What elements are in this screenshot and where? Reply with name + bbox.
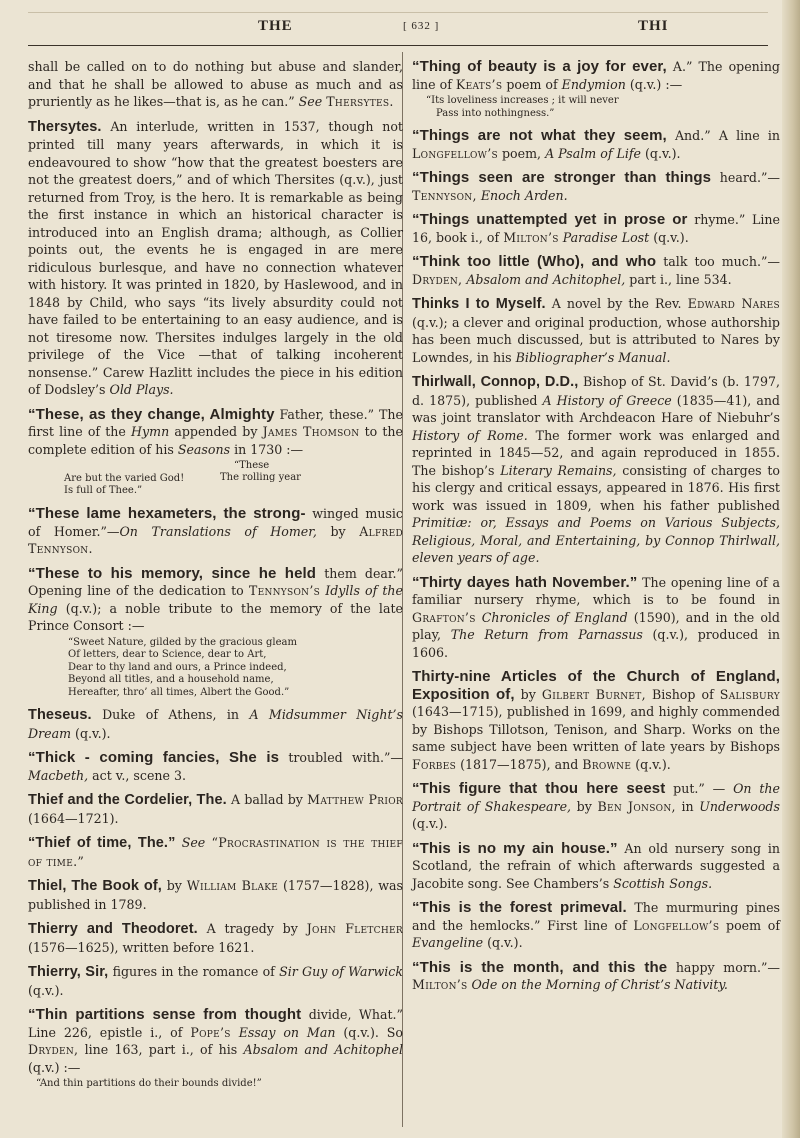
entry-thick-coming: “Thick - coming fancies, She is troubled with.”—Macbeth, act v., scene 3. — [28, 749, 403, 783]
entry-headword: “This figure that thou here seest — [412, 780, 666, 797]
entry-no-my-ain-house: “This is no my ain house.” An old nursery song in Scotland, the refrain of which afterwards suggested a Jacobite song. See Chambers’s Scottish Songs. — [412, 839, 780, 891]
entry-forest-primeval: “This is the forest primeval. The murmuring pines and the hemlocks.” First line of Longfellow’s poem of Evangeline (q.v.). — [412, 899, 781, 950]
entry-thirlwall: Thirlwall, Connop, D.D., Bishop of St. David’s (b. 1797, d. 1875), published A History of Greece (1835—41), and was joint translator with Archdeacon Hare of Niebuhr’s History of Rome. The former work was enlarged and reprinted in 1845—52, and again reproduced in 1855. The bishop’s Literary Remains, consisting of charges to his clergy and critical essays, appeared in 1876. His first work was issued in 1809, when his father published Primitiæ: or, Essays and Poems on Various Subjects, Religious, Moral, and Entertaining, by Connop Thirlwall, eleven years of age. — [412, 374, 781, 565]
entry-think-too-little: “Think too little (Who), and who talk too much.”—Dryden, Absalom and Achitophel, part i., line 534. — [412, 253, 780, 287]
entry-headword: Thief and the Cordelier, The. — [28, 792, 227, 808]
entry-things-unattempted: “Things unattempted yet in prose or rhyme.” Line 16, book i., of Milton’s Paradise Lost (q.v.). — [412, 211, 780, 245]
entry-headword: “Things are not what they seem, — [412, 127, 667, 144]
page-number: [ 632 ] — [403, 20, 440, 32]
entry-thierry-theodoret: Thierry and Theodoret. A tragedy by John Fletcher (1576—1625), written before 1621. — [28, 921, 403, 955]
entry-thin-partitions: “Thin partitions sense from thought divide, What.” Line 226, epistle i., of Pope’s Essay on Man (q.v.). So Dryden, line 163, part i., of his Absalom and Achitophel (q.v.) :— — [28, 1006, 403, 1075]
entry-headword: Thiel, The Book of, — [28, 878, 162, 894]
entry-headword: “Things seen are stronger than things — [412, 169, 712, 186]
entry-headword: “This is no my ain house.” — [412, 839, 618, 857]
entry-continuation: shall be called on to do nothing but abuse and slander, and that he shall be allowed to abuse as much and as pruriently as he likes—that is, as he can.” See Thersytes. — [28, 59, 403, 109]
entry-these-to-his-memory: “These to his memory, since he held them dear.” Opening line of the dedication to Tennyson’s Idylls of the King (q.v.); a noble tribute to the memory of the late Prince Consort :— — [28, 564, 403, 633]
entry-thief-of-time: “Thief of time, The.” See “Procrastination is the thief of time.” — [28, 835, 403, 869]
running-header — [28, 12, 768, 46]
entry-headword: “Thirty dayes hath November.” — [412, 573, 638, 591]
entry-headword: “Think too little (Who), and who — [412, 253, 657, 270]
left-column — [28, 58, 403, 1098]
entry-headword: Thersytes. — [28, 118, 102, 135]
entry-headword: “These, as they change, Almighty — [28, 405, 275, 423]
header-left-word: THE — [258, 18, 293, 34]
entry-headword: Thirlwall, Connop, D.D., — [412, 374, 579, 390]
page-edge — [782, 0, 800, 1138]
entry-thersytes: Thersytes. An interlude, written in 1537, though not printed till many years afterwards, in which it is endeavoured to show “how that the greatest boesters are not the greatest doers,” and of which Thersites (q.v.), just returned from Troy, is the hero. It is remarkable as being the first instance in which an historical character is introduced into an English drama; although, as Collier points out, the events he is engaged in are mere ridiculous burlesque, and have no connection whatever with history. It was printed in 1820, by Haslewood, and in 1848 by Child, who says “its lively absurdity could not have failed to be entertaining to an easy audience, and is not tiresome now. Thersites indulges largely in the old privilege of the Vice —that of talking incoherent nonsense.” Carew Hazlitt includes the piece in his edition of Dodsley’s Old Plays. — [28, 118, 403, 397]
entry-these-as-they-change: “These, as they change, Almighty Father, these.” The first line of the Hymn appended by James Thomson to the complete edition of his Seasons in 1730 :— — [28, 405, 403, 457]
entry-headword: “These lame hexameters, the strong- — [28, 505, 306, 522]
verse-quote: “Sweet Nature, gilded by the gracious gleam Of letters, dear to Science, dear to Art, Dear to thy land and ours, a Prince indeed, Beyond all titles, and a household name, Hereafter, thro’ all times, Albert the Good.” — [68, 636, 297, 698]
entry-thirty-dayes: “Thirty dayes hath November.” The opening line of a familiar nursery rhyme, which is to be found in Grafton’s Chronicles of England (1590), and in the old play, The Return from Parnassus (q.v.), produced in 1606. — [412, 573, 780, 660]
entry-things-seen: “Things seen are stronger than things heard.”—Tennyson, Enoch Arden. — [412, 169, 780, 203]
entry-thiel: Thiel, The Book of, by William Blake (1757—1828), was published in 1789. — [28, 878, 404, 912]
entry-thief-cordelier: Thief and the Cordelier, The. A ballad by Matthew Prior (1664—1721). — [28, 792, 403, 826]
entry-headword: “This is the forest primeval. — [412, 899, 627, 916]
entry-headword: “Thick - coming fancies, She is — [28, 749, 280, 766]
header-rule — [28, 45, 768, 46]
entry-things-not-what-they-seem: “Things are not what they seem, And.” A line in Longfellow’s poem, A Psalm of Life (q.v.). — [412, 127, 780, 161]
entry-headword: Thirty-nine Articles of the Church of England, Exposition of, — [412, 668, 780, 703]
verse-quote: Are but the varied God! Is full of Thee.” “These The rolling year — [64, 460, 301, 496]
entry-headword: “These to his memory, since he held — [28, 564, 317, 582]
entry-headword: Thierry and Theodoret. — [28, 921, 198, 937]
entry-headword: “Thief of time, The.” — [28, 835, 176, 851]
entry-headword: Thierry, Sir, — [28, 964, 109, 980]
entry-headword: Theseus. — [28, 707, 92, 723]
entry-thing-of-beauty: “Thing of beauty is a joy for ever, A.” The opening line of Keats’s poem of Endymion (q.v.) :— — [412, 58, 780, 92]
entry-headword: “Thing of beauty is a joy for ever, — [412, 58, 667, 75]
entry-headword: “This is the month, and this the — [412, 958, 668, 976]
header-right-word: THI — [638, 18, 669, 34]
entry-thinks-i-to-myself: Thinks I to Myself. A novel by the Rev. Edward Nares (q.v.); a clever and original production, whose authorship has been much discussed, but is attributed to Nares by Lowndes, in his Bibliographer’s Manual. — [412, 296, 780, 365]
entry-this-is-the-month: “This is the month, and this the happy morn.”—Milton’s Ode on the Morning of Christ’s Nativity. — [412, 958, 780, 992]
verse-quote: “Its loveliness increases ; it will never Pass into nothingness.” — [426, 95, 619, 119]
entry-thierry-sir: Thierry, Sir, figures in the romance of Sir Guy of Warwick (q.v.). — [28, 964, 403, 998]
right-column — [412, 58, 780, 1001]
entry-headword: Thinks I to Myself. — [412, 296, 546, 312]
entry-headword: “Thin partitions sense from thought — [28, 1006, 302, 1023]
entry-theseus: Theseus. Duke of Athens, in A Midsummer Night’s Dream (q.v.). — [28, 707, 403, 741]
entry-this-figure: “This figure that thou here seest put.” — On the Portrait of Shakespeare, by Ben Jonson, in Underwoods (q.v.). — [412, 780, 780, 831]
verse-quote: “And thin partitions do their bounds divide!” — [36, 1078, 262, 1089]
entry-lame-hexameters: “These lame hexameters, the strong- winged music of Homer.”—On Translations of Homer, by Alfred Tennyson. — [28, 505, 403, 556]
entry-thirty-nine-articles: Thirty-nine Articles of the Church of England, Exposition of, by Gilbert Burnet, Bishop of Salisbury (1643—1715), published in 1699, and highly commended by Bishops Tillotson, Tenison, and Sharp. Works on the same subject have been written of late years by Bishops Forbes (1817—1875), and Browne (q.v.). — [412, 668, 780, 772]
entry-headword: “Things unattempted yet in prose or — [412, 211, 688, 228]
header-top-rule — [28, 12, 768, 13]
